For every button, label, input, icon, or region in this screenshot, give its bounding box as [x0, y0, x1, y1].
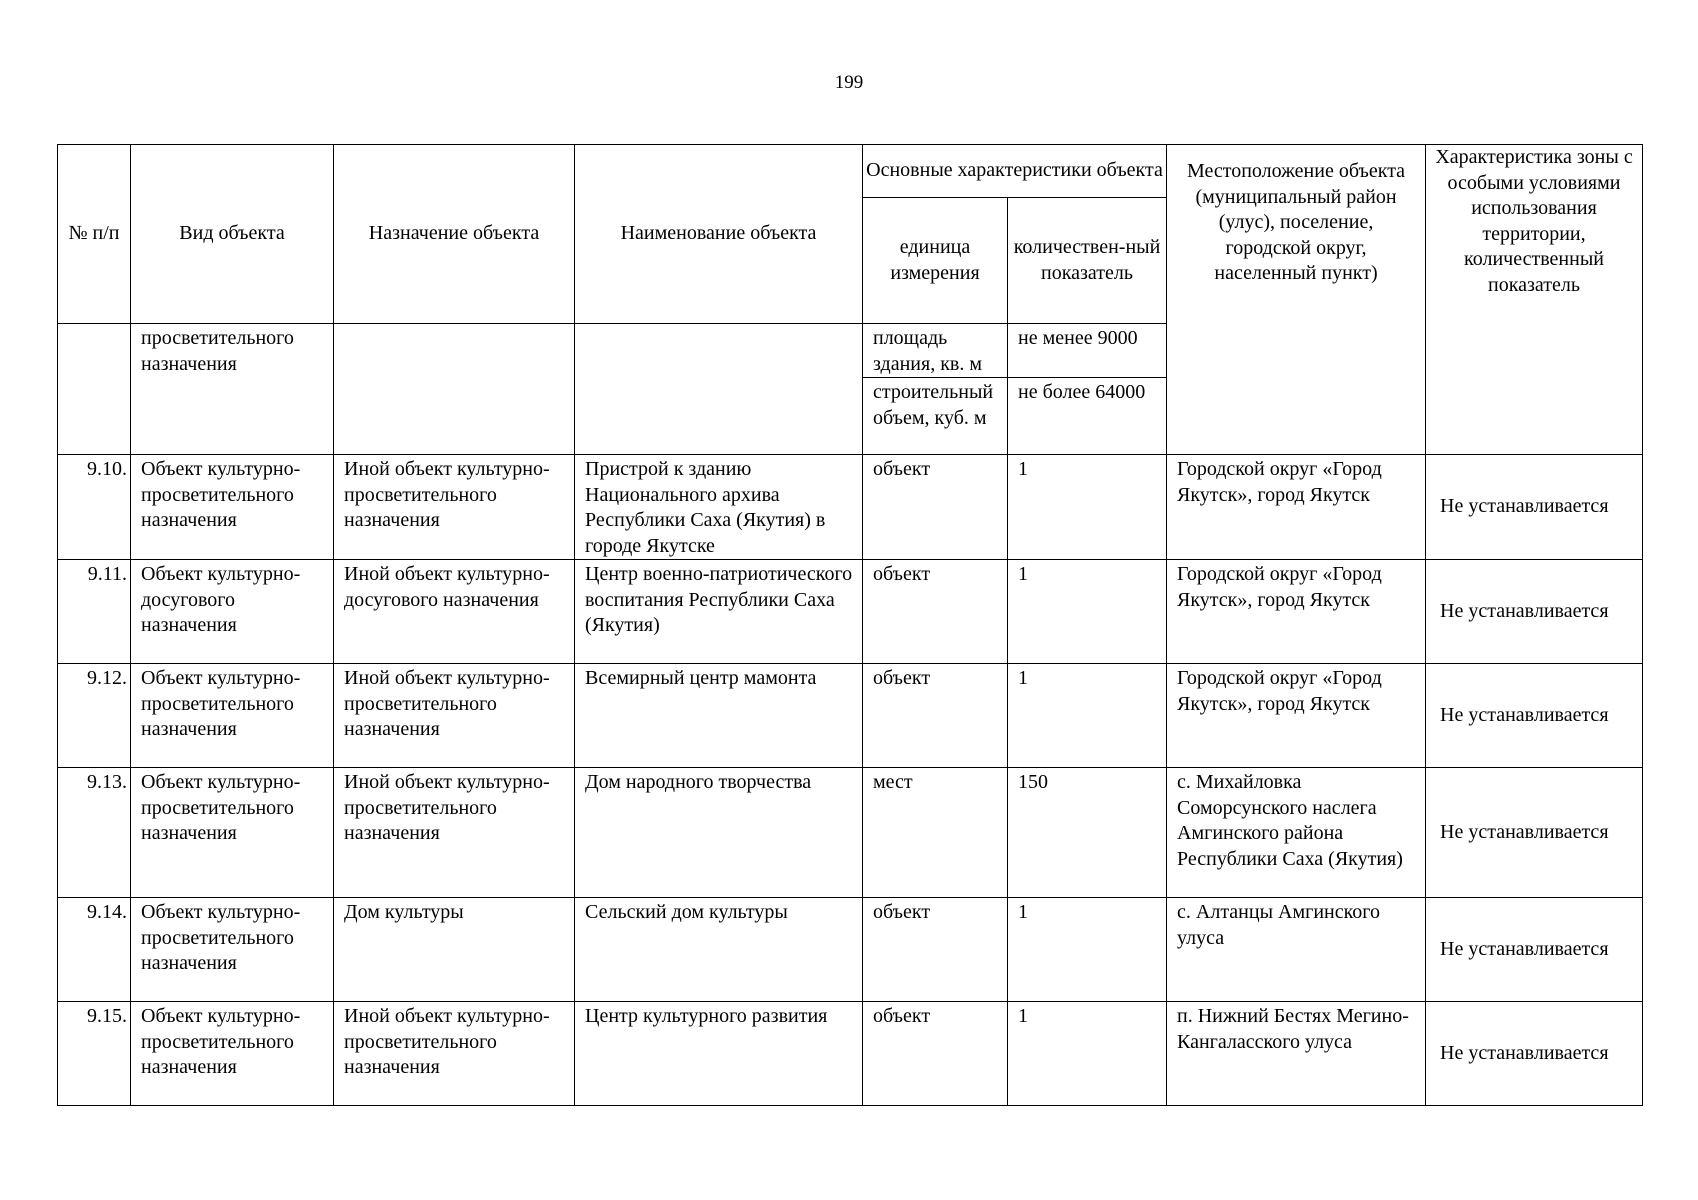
measure-unit: объект — [863, 560, 1008, 664]
table-row — [58, 1002, 1643, 1106]
zone-characteristic: Не устанавливается — [1426, 768, 1643, 898]
table-row — [58, 768, 1643, 898]
table-row — [58, 560, 1643, 664]
object-purpose: Иной объект культурно-просветительного назначения — [334, 768, 575, 898]
object-name: Пристрой к зданию Национального архива Республики Саха (Якутия) в городе Якутске — [575, 455, 863, 560]
header-main-characteristics: Основные характеристики объекта — [863, 145, 1167, 198]
object-purpose: Иной объект культурно-досугового назначения — [334, 560, 575, 664]
header-unit: единица измерения — [863, 198, 1008, 324]
quantity-value: 1 — [1008, 664, 1167, 768]
row-number: 9.15. — [58, 1002, 131, 1106]
header-row — [58, 145, 1643, 198]
object-purpose: Иной объект культурно-просветительного назначения — [334, 664, 575, 768]
object-name: Всемирный центр мамонта — [575, 664, 863, 768]
measure-unit: объект — [863, 664, 1008, 768]
object-kind: Объект культурно-просветительного назначения — [131, 664, 334, 768]
table-row — [58, 664, 1643, 768]
header-name: Наименование объекта — [575, 145, 863, 324]
continuation-unit-0: площадь здания, кв. м — [863, 324, 1008, 378]
objects-table — [57, 144, 1643, 1106]
measure-unit: объект — [863, 898, 1008, 1002]
zone-characteristic: Не устанавливается — [1426, 455, 1643, 560]
header-num: № п/п — [58, 145, 131, 324]
continuation-name-cell — [575, 324, 863, 455]
object-kind: Объект культурно-просветительного назначения — [131, 898, 334, 1002]
quantity-value: 150 — [1008, 768, 1167, 898]
measure-unit: объект — [863, 455, 1008, 560]
continuation-purpose-cell — [334, 324, 575, 455]
object-kind: Объект культурно-досугового назначения — [131, 560, 334, 664]
object-location: с. Михайловка Соморсунского наслега Амгинского района Республики Саха (Якутия) — [1167, 768, 1426, 898]
table-row — [58, 898, 1643, 1002]
header-zone: Характеристика зоны с особыми условиями использования территории, количественный показатель — [1426, 145, 1643, 455]
object-purpose: Иной объект культурно-просветительного назначения — [334, 1002, 575, 1106]
object-name: Сельский дом культуры — [575, 898, 863, 1002]
page-number: 199 — [834, 72, 864, 93]
table-row — [58, 455, 1643, 560]
continuation-unit-1: строительный объем, куб. м — [863, 378, 1008, 455]
quantity-value: 1 — [1008, 898, 1167, 1002]
continuation-num-cell — [58, 324, 131, 455]
zone-characteristic: Не устанавливается — [1426, 1002, 1643, 1106]
object-kind: Объект культурно-просветительного назначения — [131, 455, 334, 560]
row-number: 9.13. — [58, 768, 131, 898]
quantity-value: 1 — [1008, 1002, 1167, 1106]
header-quantity: количествен-ный показатель — [1008, 198, 1167, 324]
quantity-value: 1 — [1008, 455, 1167, 560]
zone-characteristic: Не устанавливается — [1426, 560, 1643, 664]
row-number: 9.10. — [58, 455, 131, 560]
quantity-value: 1 — [1008, 560, 1167, 664]
zone-characteristic: Не устанавливается — [1426, 898, 1643, 1002]
header-kind — [131, 145, 334, 324]
row-number: 9.11. — [58, 560, 131, 664]
row-number: 9.12. — [58, 664, 131, 768]
header-location: Местоположение объекта (муниципальный район (улус), поселение, городской округ, населенный пункт) — [1167, 145, 1426, 455]
object-purpose: Иной объект культурно-просветительного назначения — [334, 455, 575, 560]
object-location: с. Алтанцы Амгинского улуса — [1167, 898, 1426, 1002]
object-name: Центр военно-патриотического воспитания Республики Саха (Якутия) — [575, 560, 863, 664]
object-location: Городской округ «Город Якутск», город Якутск — [1167, 560, 1426, 664]
continuation-quantity-1: не более 64000 — [1008, 378, 1167, 455]
zone-characteristic: Не устанавливается — [1426, 664, 1643, 768]
row-number: 9.14. — [58, 898, 131, 1002]
header-purpose: Назначение объекта — [334, 145, 575, 324]
object-location: п. Нижний Бестях Мегино-Кангаласского улуса — [1167, 1002, 1426, 1106]
continuation-quantity-0: не менее 9000 — [1008, 324, 1167, 378]
object-name: Центр культурного развития — [575, 1002, 863, 1106]
object-location: Городской округ «Город Якутск», город Якутск — [1167, 664, 1426, 768]
object-purpose: Дом культуры — [334, 898, 575, 1002]
object-kind: Объект культурно-просветительного назначения — [131, 768, 334, 898]
object-kind: Объект культурно-просветительного назначения — [131, 1002, 334, 1106]
measure-unit: объект — [863, 1002, 1008, 1106]
header-kind-label: Вид объекта — [179, 222, 285, 244]
continuation-kind: просветительного назначения — [131, 324, 334, 455]
measure-unit: мест — [863, 768, 1008, 898]
object-location: Городской округ «Город Якутск», город Якутск — [1167, 455, 1426, 560]
object-name: Дом народного творчества — [575, 768, 863, 898]
